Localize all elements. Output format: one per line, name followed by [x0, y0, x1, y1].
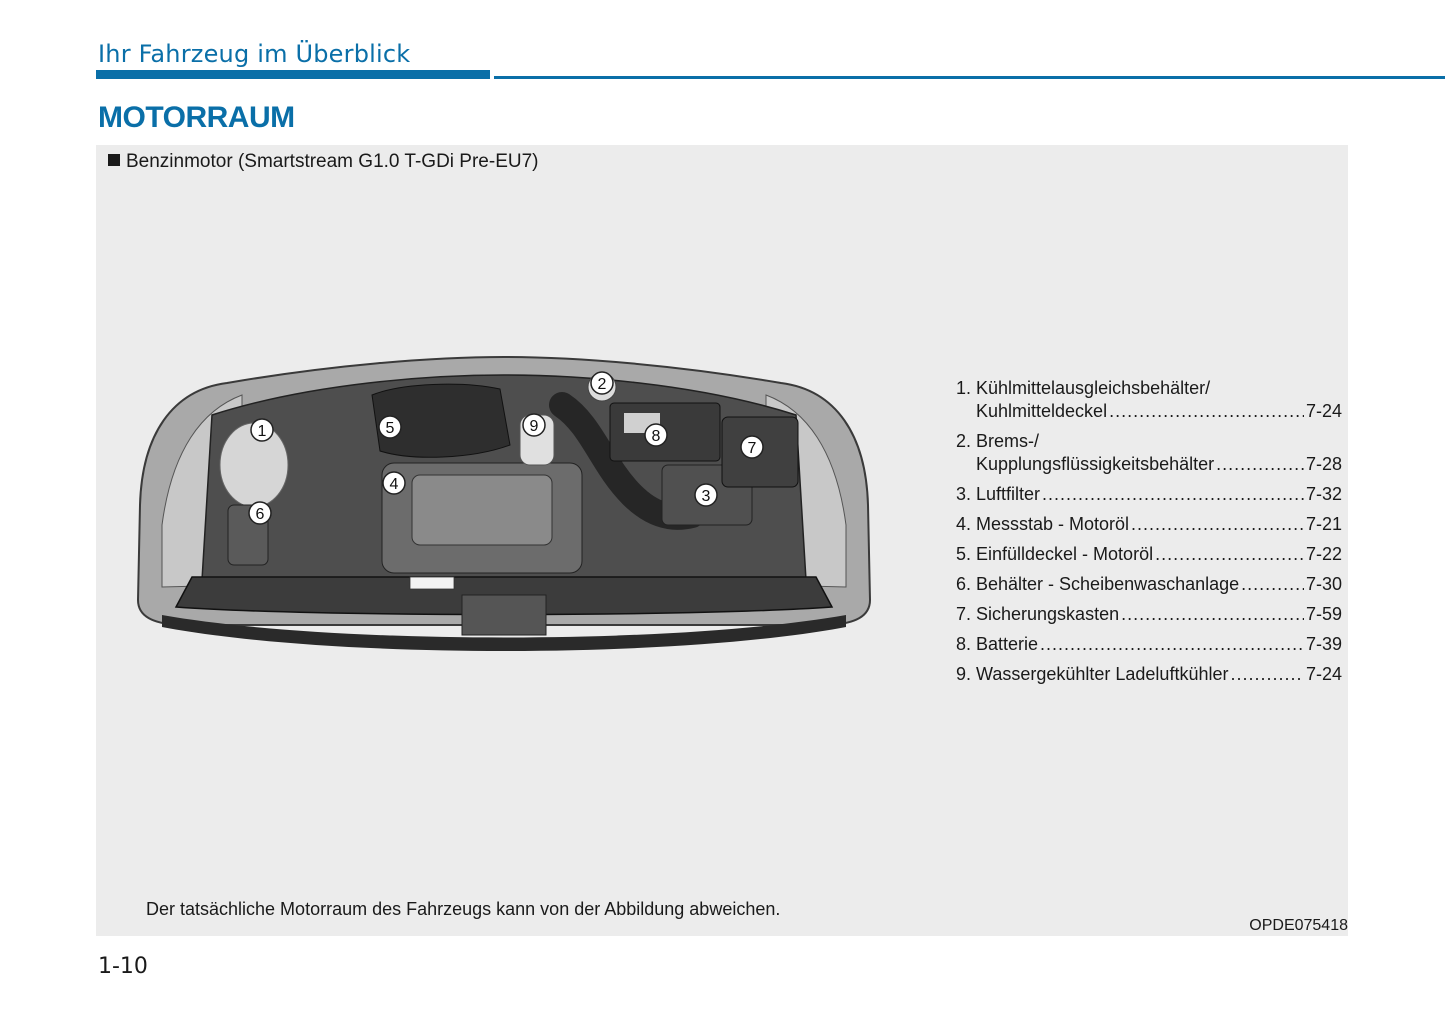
disclaimer-text: Der tatsächliche Motorraum des Fahrzeugs kann von der Abbildung abweichen.: [146, 899, 781, 919]
legend-item-number: 3.: [956, 484, 972, 504]
engine-type-label: [108, 151, 538, 173]
legend-item-2: [956, 430, 1342, 476]
callout-4: [383, 472, 405, 494]
callout-4-number: 4: [389, 476, 399, 493]
legend-item-number: 8.: [956, 634, 972, 654]
legend-item-page: 7-24: [1305, 401, 1342, 421]
header-rule-thin: [494, 76, 1445, 79]
callout-7-number: 7: [747, 440, 757, 457]
legend-item-label: Sicherungskasten: [976, 604, 1120, 624]
legend-item-page: 7-21: [1305, 514, 1342, 534]
callout-6-number: 6: [255, 506, 265, 523]
leader-dots: [1109, 400, 1304, 423]
callout-3-number: 3: [701, 488, 711, 505]
legend-item-1: [956, 377, 1342, 423]
engine-type-text: Benzinmotor (Smartstream G1.0 T-GDi Pre-EU7): [126, 151, 539, 172]
legend-item-label: Kuhlmitteldeckel: [976, 401, 1108, 421]
legend-item-page: 7-28: [1305, 454, 1342, 474]
legend-item-label: Kupplungsflüssigkeitsbehälter: [976, 454, 1215, 474]
legend-item-number: 5.: [956, 544, 972, 564]
callout-9: [523, 414, 545, 436]
callout-1-number: 1: [257, 423, 267, 440]
square-bullet-icon: [108, 154, 120, 166]
leader-dots: [1241, 573, 1304, 596]
legend-item-label: Messstab - Motoröl: [976, 514, 1130, 534]
legend-item-label: Einfülldeckel - Motoröl: [976, 544, 1154, 564]
legend-item-7: [956, 603, 1342, 626]
warning-label: [410, 577, 454, 589]
header-rule-thick: [96, 70, 490, 79]
callout-5: [379, 416, 401, 438]
callout-7: [741, 436, 763, 458]
page-number: 1-10: [98, 954, 148, 979]
callout-5-number: 5: [385, 420, 395, 437]
leader-dots: [1040, 633, 1304, 656]
legend-item-label: Behälter - Scheibenwaschanlage: [976, 574, 1240, 594]
intake-manifold: [412, 475, 552, 545]
legend-item-4: [956, 513, 1342, 536]
leader-dots: [1131, 513, 1304, 536]
legend-item-8: [956, 633, 1342, 656]
legend-item-page: 7-59: [1305, 604, 1342, 624]
legend-item-number: 9.: [956, 664, 972, 684]
leader-dots: [1216, 453, 1304, 476]
legend-item-page: 7-39: [1305, 634, 1342, 654]
engine-bay-panel: [96, 145, 1348, 936]
engine-bay-illustration: [132, 355, 876, 667]
legend-item-label-line1: Brems-/: [976, 431, 1039, 451]
leader-dots: [1042, 483, 1304, 506]
figure-code: OPDE075418: [1249, 917, 1348, 934]
callout-8-number: 8: [651, 428, 661, 445]
legend-item-page: 7-32: [1305, 484, 1342, 504]
legend-item-number: 6.: [956, 574, 972, 594]
callout-1: [251, 419, 273, 441]
legend-item-number: 7.: [956, 604, 972, 624]
legend-item-page: 7-24: [1305, 664, 1342, 684]
callout-9-number: 9: [529, 418, 539, 435]
leader-dots: [1155, 543, 1304, 566]
leader-dots: [1121, 603, 1304, 626]
legend-item-number: 2.: [956, 431, 972, 451]
leader-dots: [1230, 663, 1304, 686]
legend-item-9: [956, 663, 1342, 686]
legend-item-page: 7-22: [1305, 544, 1342, 564]
legend-item-5: [956, 543, 1342, 566]
legend-item-number: 4.: [956, 514, 972, 534]
legend-item-label: Batterie: [976, 634, 1039, 654]
legend-item-number: 1.: [956, 378, 972, 398]
legend-item-label-line1: Kühlmittelausgleichsbehälter/: [976, 378, 1211, 398]
callout-2: [591, 372, 613, 394]
hood-latch: [462, 595, 546, 635]
callout-6: [249, 502, 271, 524]
legend-item-label: Wassergekühlter Ladeluftkühler: [976, 664, 1229, 684]
callout-3: [695, 484, 717, 506]
legend-item-label: Luftfilter: [976, 484, 1041, 504]
callout-2-number: 2: [597, 376, 607, 393]
callout-8: [645, 424, 667, 446]
section-title: MOTORRAUM: [98, 101, 295, 134]
chapter-title: Ihr Fahrzeug im Überblick: [98, 40, 411, 68]
component-legend: [956, 377, 1342, 693]
legend-item-3: [956, 483, 1342, 506]
legend-item-page: 7-30: [1305, 574, 1342, 594]
legend-item-6: [956, 573, 1342, 596]
